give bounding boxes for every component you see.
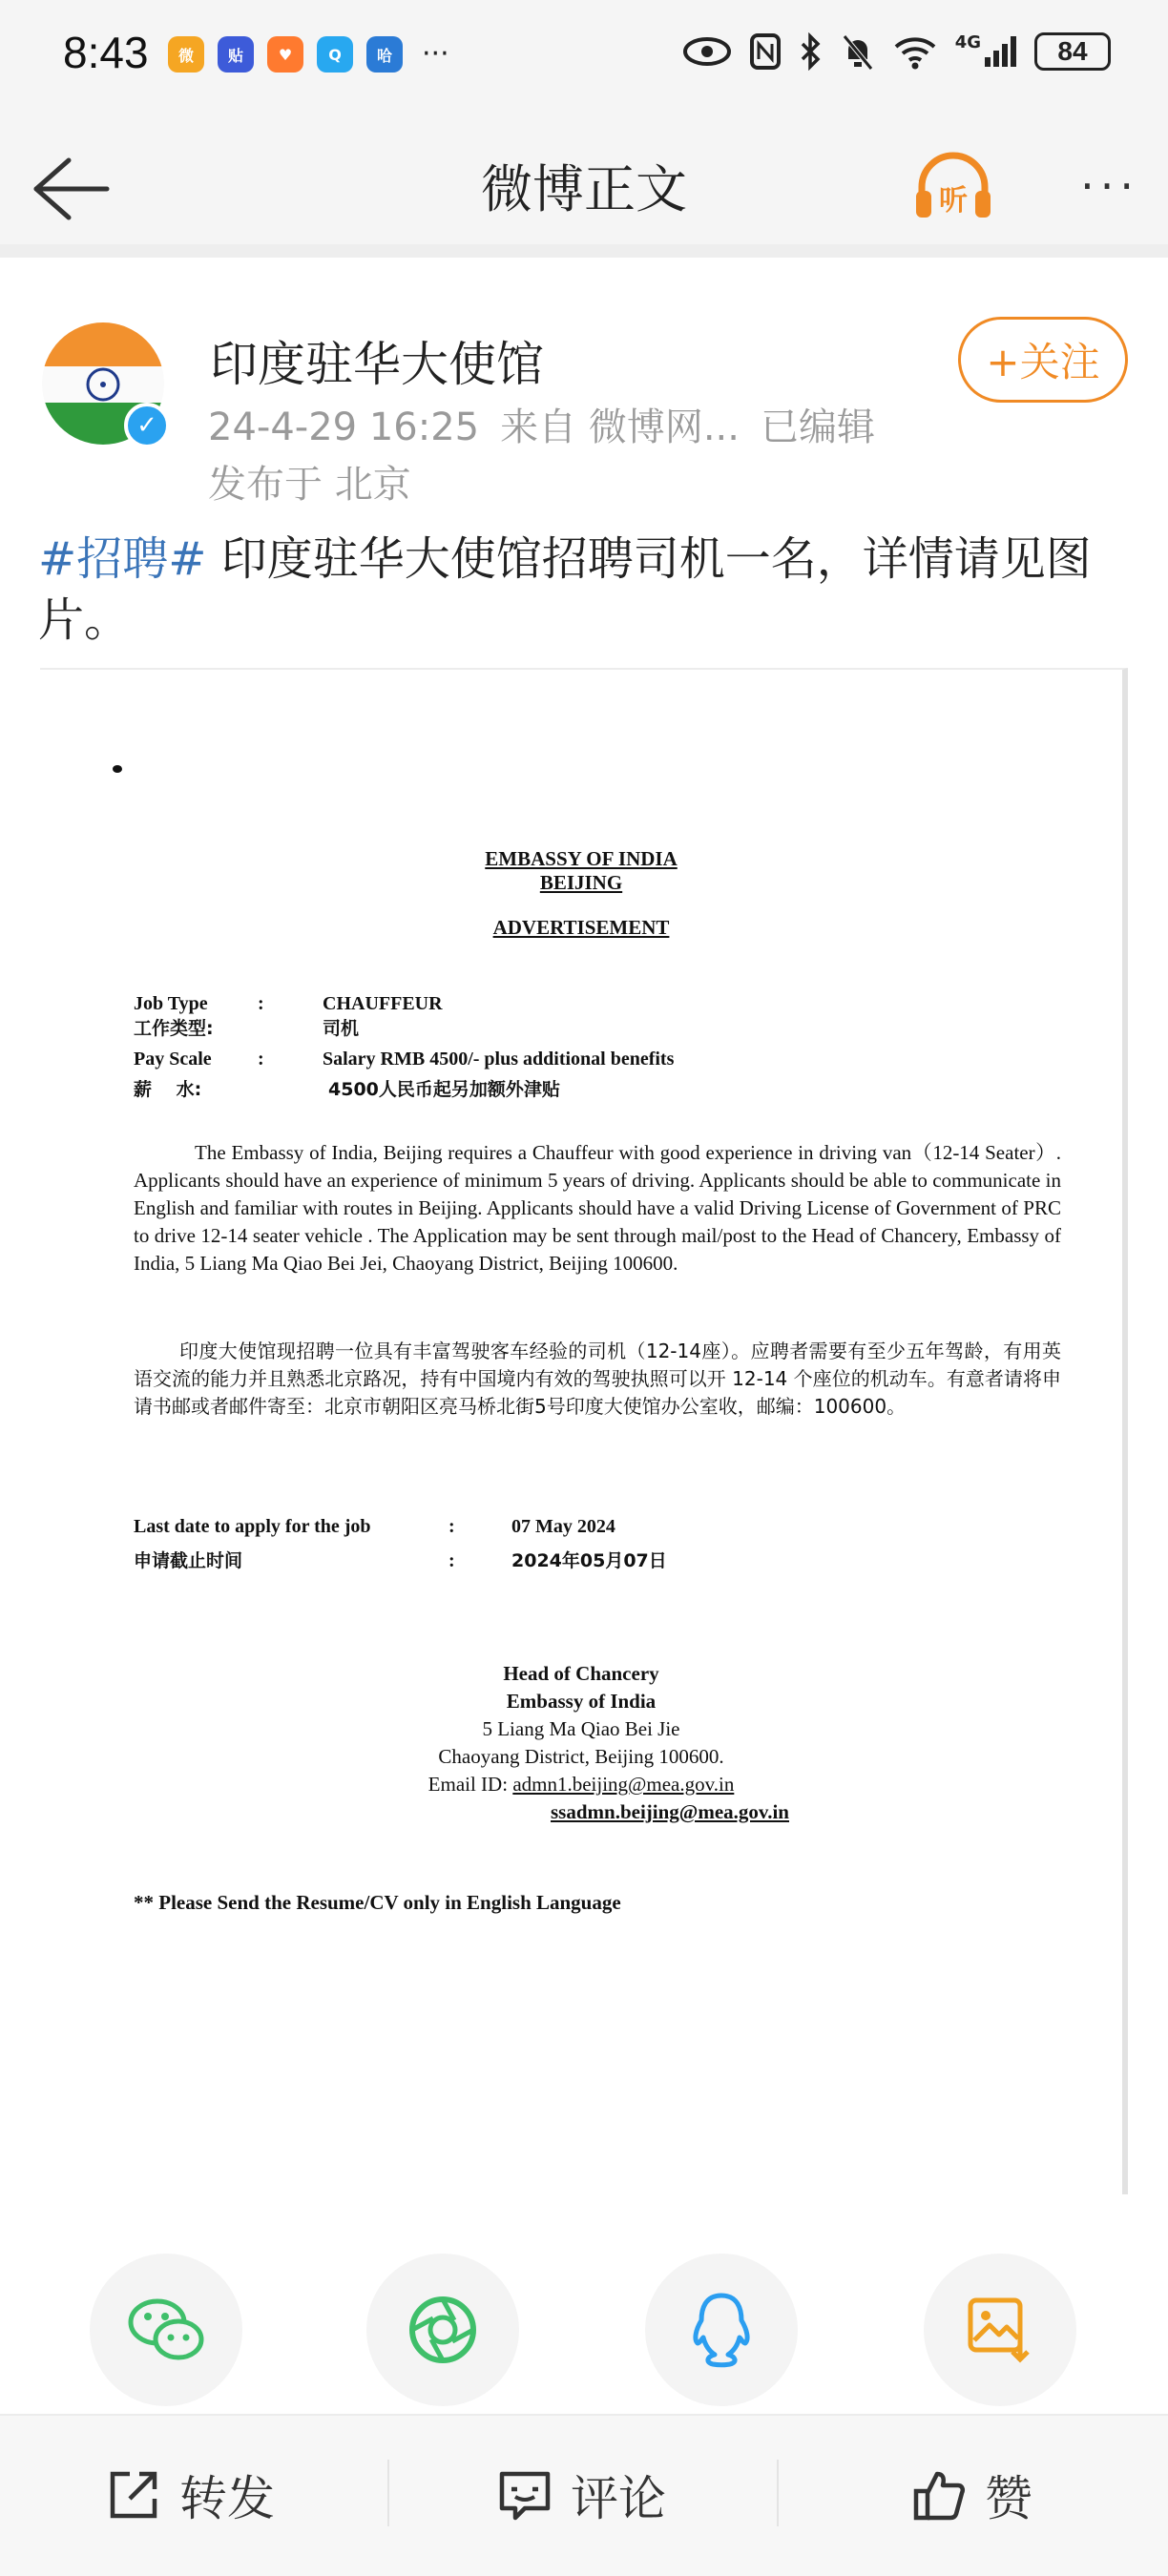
nfc-icon xyxy=(749,32,782,71)
contact-block xyxy=(40,1660,1122,1826)
share-options xyxy=(0,2254,1168,2416)
email-secondary: ssadmn.beijing@mea.gov.in xyxy=(551,1800,789,1823)
bluetooth-icon xyxy=(799,32,824,71)
job-type-zh-value: 司机 xyxy=(323,1018,360,1039)
status-time: 8:43 xyxy=(63,28,149,77)
verified-badge-icon: ✓ xyxy=(124,403,170,448)
share-moments-button[interactable] xyxy=(366,2254,519,2406)
follow-button[interactable]: +关注 xyxy=(958,317,1128,403)
status-indicators xyxy=(682,32,1111,71)
job-type-value: CHAUFFEUR xyxy=(323,993,443,1014)
network-type-label: 4G xyxy=(954,32,981,52)
save-image-button[interactable] xyxy=(924,2254,1076,2406)
post-timestamp: 24-4-29 16:25 xyxy=(208,405,480,449)
eye-icon xyxy=(682,35,732,68)
contact-title: Head of Chancery xyxy=(503,1662,659,1685)
doc-paragraph-chinese: 印度大使馆现招聘一位具有丰富驾驶客车经验的司机（12-14座）。应聘者需要有至少五年驾龄，有用英语交流的能力并且熟悉北京路况，持有中国境内有效的驾驶执照可以开 12-14 个座位的机动车。有意者请将申请书邮或者邮件寄至：北京市朝阳区亮马桥北街5号印度大使馆办公室收，邮编：100600。 xyxy=(134,1340,1061,1418)
deadline-value-en: 07 May 2024 xyxy=(511,1516,615,1537)
battery-indicator: 84 xyxy=(1034,32,1111,71)
thumbs-up-icon xyxy=(910,2466,968,2524)
harbin-app-icon: 哈 xyxy=(366,36,403,73)
like-label: 赞 xyxy=(985,2471,1032,2526)
save-image-icon xyxy=(965,2295,1035,2365)
heart-app-icon: ♥ xyxy=(267,36,303,73)
post-source[interactable]: 来自 微博网... xyxy=(500,405,740,449)
deadline-label-zh: 申请截止时间 xyxy=(134,1550,243,1571)
listen-label: 听 xyxy=(939,184,968,218)
browser-app-icon: Q xyxy=(317,36,353,73)
share-qq-button[interactable] xyxy=(645,2254,798,2406)
doc-heading-line1: EMBASSY OF INDIA xyxy=(485,847,678,870)
comment-icon xyxy=(496,2466,553,2524)
pay-scale-colon: : xyxy=(258,1049,264,1070)
top-nav-bar xyxy=(0,114,1168,258)
more-options-button[interactable]: ··· xyxy=(1080,160,1139,212)
hashtag-link[interactable]: #招聘# xyxy=(38,532,207,586)
doc-advertisement-title: ADVERTISEMENT xyxy=(492,916,670,939)
doc-note: ** Please Send the Resume/CV only in English Language xyxy=(134,1891,621,1914)
repost-label: 转发 xyxy=(179,2471,275,2526)
page-title: 微博正文 xyxy=(481,159,687,219)
doc-paragraph-english: The Embassy of India, Beijing requires a Chauffeur with good experience in driving van（12-14 Seater）. Applicants should have an experience of minimum 5 years of driving. Applicants should be able to communicate in English and familiar with routes in Beijing. Applicants should have a valid Driving License of Government of PRC to drive 12-14 seater vehicle . The Application may be sent through mail/post to the Head of Chancery, Embassy of India, 5 Liang Ma Qiao Bei Jei, Chaoyang District, Beijing 100600. xyxy=(134,1141,1061,1275)
contact-address-2: Chaoyang District, Beijing 100600. xyxy=(438,1745,724,1768)
comment-label: 评论 xyxy=(571,2471,666,2526)
wechat-icon xyxy=(125,2294,207,2366)
email-primary: admn1.beijing@mea.gov.in xyxy=(512,1773,735,1796)
listen-button[interactable] xyxy=(912,149,994,225)
repost-button[interactable] xyxy=(105,2452,275,2538)
divider xyxy=(777,2460,779,2526)
cell-signal-icon xyxy=(955,34,1017,69)
pay-scale-value: Salary RMB 4500/- plus additional benefits xyxy=(323,1049,675,1070)
comment-button[interactable] xyxy=(496,2452,666,2538)
doc-heading xyxy=(40,847,1122,895)
like-button[interactable] xyxy=(910,2452,1032,2538)
status-app-icons xyxy=(168,36,449,73)
deadline-colon-zh: : xyxy=(448,1550,455,1571)
deadline-label-en: Last date to apply for the job xyxy=(134,1516,371,1537)
headphones-icon xyxy=(912,149,994,225)
tieba-app-icon: 贴 xyxy=(218,36,254,73)
job-type-zh-label: 工作类型: xyxy=(134,1018,214,1039)
divider xyxy=(387,2460,389,2526)
wifi-icon xyxy=(892,33,938,70)
status-bar xyxy=(0,0,1168,114)
salary-zh-value: 4500人民币起另加额外津贴 xyxy=(328,1079,560,1100)
contact-email-line xyxy=(40,1771,1122,1798)
moments-icon xyxy=(405,2292,481,2368)
deadline-value-zh: 2024年05月07日 xyxy=(511,1550,667,1571)
pay-scale-label: Pay Scale xyxy=(134,1049,212,1070)
bottom-action-bar xyxy=(0,2414,1168,2576)
email-label: Email ID: xyxy=(428,1773,509,1796)
mute-bell-icon xyxy=(841,32,875,71)
post-body: 印度驻华大使馆招聘司机一名，详情请见图片。 xyxy=(38,532,1092,647)
username[interactable]: 印度驻华大使馆 xyxy=(210,337,544,392)
scan-mark xyxy=(113,765,122,773)
contact-address-1: 5 Liang Ma Qiao Bei Jie xyxy=(482,1717,680,1740)
post-location: 发布于 北京 xyxy=(208,463,411,507)
edited-label[interactable]: 已编辑 xyxy=(760,405,875,449)
doc-heading-line2: BEIJING xyxy=(539,871,623,894)
weibo-app-icon: 微 xyxy=(168,36,204,73)
attached-document-image[interactable] xyxy=(40,668,1128,2194)
share-wechat-button[interactable] xyxy=(90,2254,242,2406)
deadline-colon-en: : xyxy=(448,1516,455,1537)
salary-zh-label: 薪 水: xyxy=(134,1079,202,1100)
job-type-colon: : xyxy=(258,993,264,1014)
status-more-dots: ··· xyxy=(422,37,449,71)
qq-icon xyxy=(688,2290,755,2370)
post-text xyxy=(38,529,1136,651)
repost-icon xyxy=(105,2466,162,2524)
job-type-label: Job Type xyxy=(134,993,208,1014)
contact-org: Embassy of India xyxy=(506,1690,657,1713)
post-meta xyxy=(208,397,896,451)
